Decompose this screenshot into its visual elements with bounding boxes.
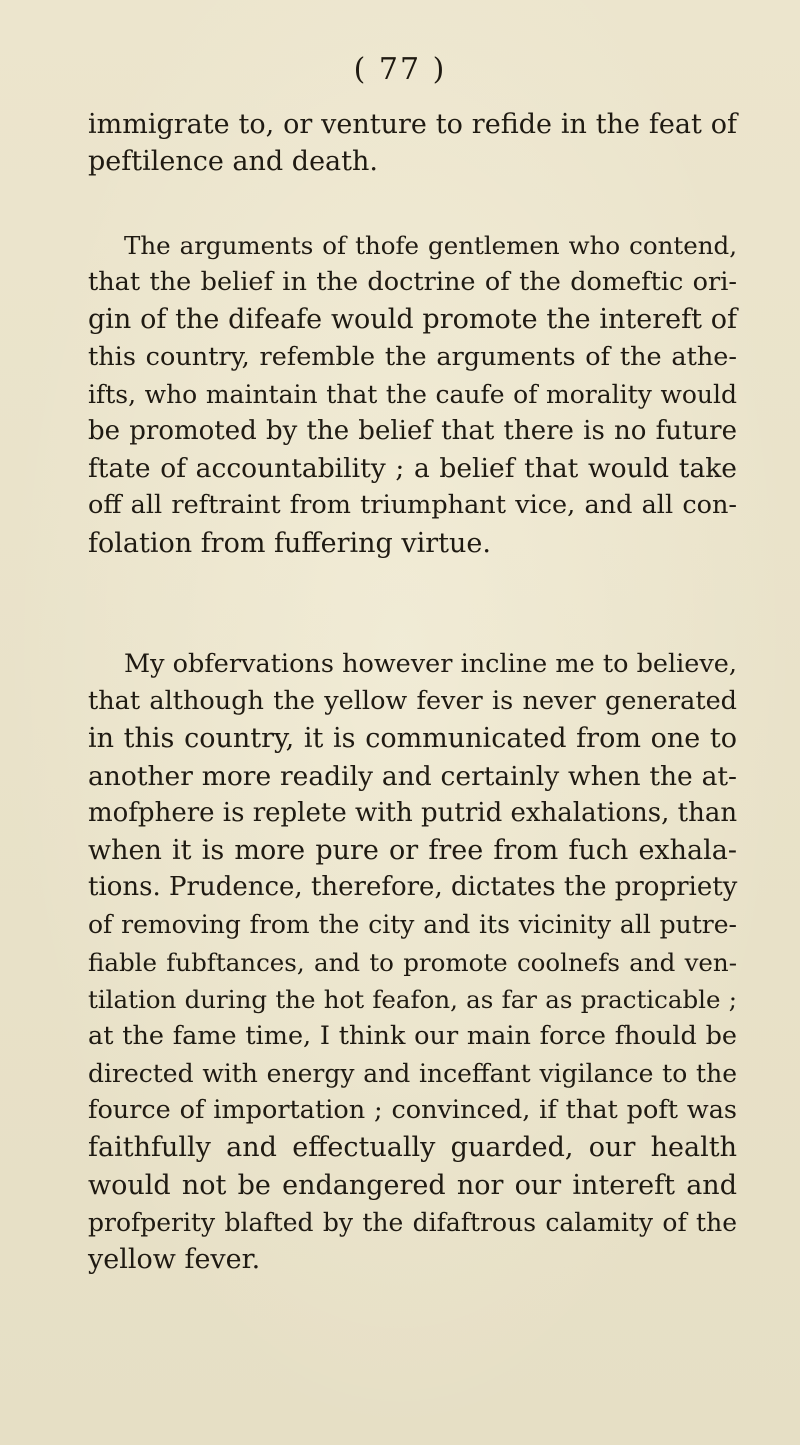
text-line: peftilence and death. — [88, 146, 378, 178]
text-line: that although the yellow fever is never generated — [88, 686, 737, 717]
text-line: mofphere is replete with putrid exhalations, than — [88, 797, 738, 828]
text-line: faithfully and effectually guarded, our health — [88, 1132, 737, 1164]
text-line: fiable fubftances, and to promote coolnefs and ven- — [88, 947, 737, 977]
text-line: off all reftraint from triumphant vice, and all con- — [88, 490, 737, 521]
text-line: be promoted by the belief that there is no future — [88, 415, 737, 446]
text-line: folation from fuffering virtue. — [88, 527, 491, 559]
text-line: The arguments of thofe gentlemen who contend, — [124, 231, 737, 260]
text-line: when it is more pure or free from fuch exhala- — [88, 834, 737, 866]
text-line: would not be endangered nor our intereft and — [88, 1169, 737, 1201]
text-line: this country, refemble the arguments of the athe- — [88, 341, 737, 372]
text-line: of removing from the city and its vicinity all putre- — [88, 910, 737, 940]
text-line: ftate of accountability ; a belief that would take — [88, 453, 737, 485]
paragraph-2 — [88, 227, 737, 562]
text-line: at the fame time, I think our main force fhould be — [88, 1020, 737, 1051]
text-line: fource of importation ; convinced, if that poft was — [88, 1095, 737, 1126]
paragraph-3 — [88, 646, 737, 1278]
text-line: tilation during the hot feafon, as far as practicable ; — [88, 984, 737, 1014]
paragraph-1 — [88, 106, 737, 180]
text-line: directed with energy and inceffant vigilance to the — [88, 1059, 737, 1089]
text-line: yellow fever. — [88, 1244, 261, 1275]
text-line: My obfervations however incline me to believe, — [124, 649, 737, 679]
text-line: tions. Prudence, therefore, dictates the propriety — [88, 872, 738, 903]
text-line: profperity blafted by the difaftrous calamity of the — [88, 1207, 737, 1237]
page-number: ( 77 ) — [353, 52, 447, 87]
text-line: immigrate to, or venture to refide in the feat of — [88, 109, 737, 140]
text-line: that the belief in the doctrine of the domeftic ori- — [88, 267, 737, 298]
text-line: another more readily and certainly when the at- — [88, 760, 737, 792]
text-line: ifts, who maintain that the caufe of morality would — [88, 379, 737, 409]
text-line: in this country, it is communicated from one to — [88, 723, 737, 755]
text-line: gin of the difeafe would promote the intereft of — [88, 304, 737, 336]
